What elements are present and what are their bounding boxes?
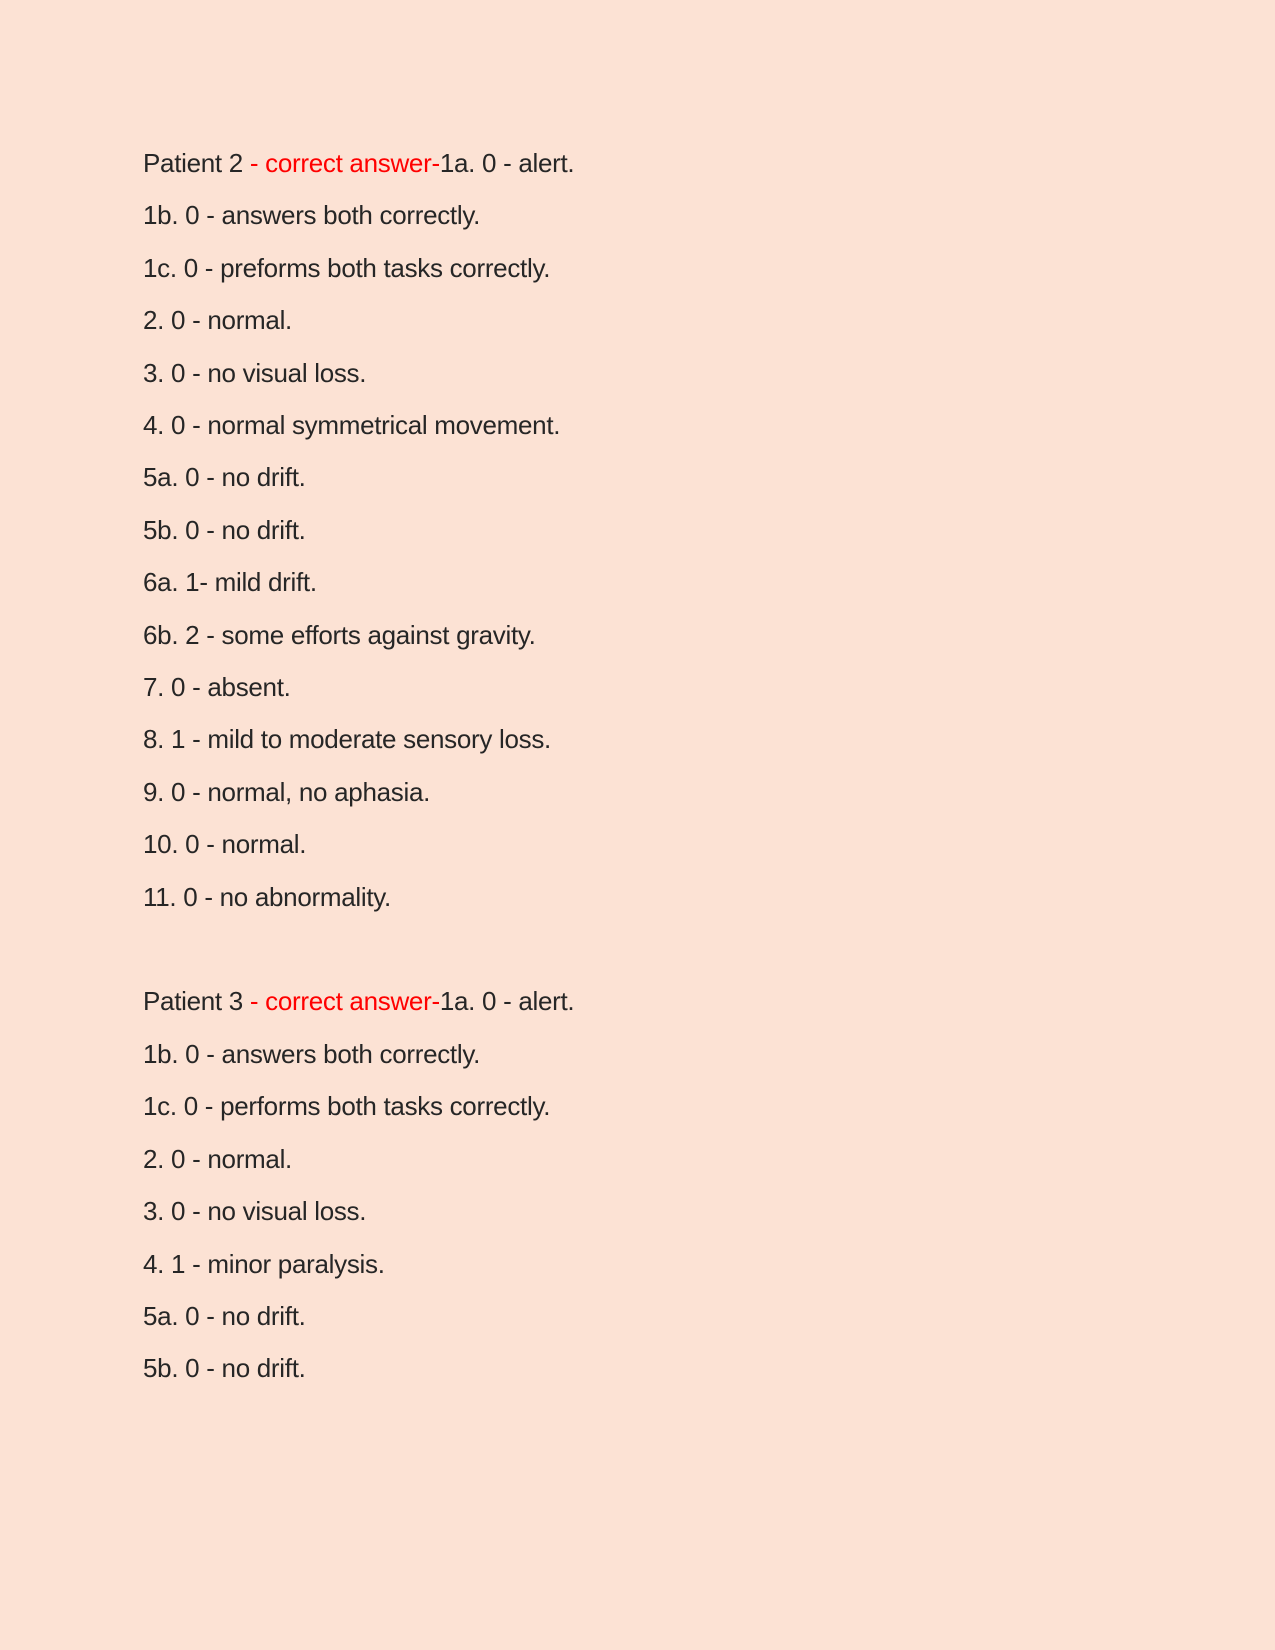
patient-2-item-6b: 6b. 2 - some efforts against gravity. [143, 619, 536, 650]
patient-3-item-5b: 5b. 0 - no drift. [143, 1353, 306, 1384]
patient-2-item-1b: 1b. 0 - answers both correctly. [143, 200, 481, 231]
patient-2-label: Patient 2 [143, 148, 250, 178]
patient-2-correct-answer-annotation: - correct answer- [249, 148, 440, 178]
patient-2-item-3: 3. 0 - no visual loss. [143, 357, 367, 388]
patient-3-item-5a: 5a. 0 - no drift. [143, 1300, 306, 1331]
patient-3-heading [143, 975, 1195, 1027]
patient-3-correct-answer-annotation: - correct answer- [249, 986, 440, 1017]
patient-2-item-10: 10. 0 - normal. [143, 829, 307, 860]
patient-3-item-2: 2. 0 - normal. [143, 1143, 292, 1174]
patient-2-item-7: 7. 0 - absent. [143, 672, 291, 703]
patient-2-heading [143, 137, 1195, 189]
patient-3-item-3: 3. 0 - no visual loss. [143, 1196, 367, 1227]
patient-3-item-1c: 1c. 0 - performs both tasks correctly. [143, 1091, 551, 1122]
patient-3-section [143, 975, 1195, 1394]
patient-2-item-4: 4. 0 - normal symmetrical movement. [143, 410, 561, 441]
patient-2-item-2: 2. 0 - normal. [143, 305, 292, 336]
patient-3-label: Patient 3 [143, 986, 250, 1017]
patient-2-item-6a: 6a. 1- mild drift. [143, 567, 317, 598]
patient-2-item-5a: 5a. 0 - no drift. [143, 462, 306, 493]
patient-2-item-5b: 5b. 0 - no drift. [143, 514, 306, 545]
patient-2-item-1c: 1c. 0 - preforms both tasks correctly. [143, 252, 551, 283]
patient-3-item-4: 4. 1 - minor paralysis. [143, 1248, 385, 1279]
patient-3-item-1a: 1a. 0 - alert. [439, 986, 575, 1017]
patient-2-item-1a: 1a. 0 - alert. [439, 148, 575, 178]
patient-2-section [143, 137, 1195, 923]
patient-2-item-9: 9. 0 - normal, no aphasia. [143, 776, 431, 807]
patient-2-item-8: 8. 1 - mild to moderate sensory loss. [143, 724, 551, 755]
patient-2-item-11: 11. 0 - no abnormality. [143, 881, 391, 912]
patient-3-item-1b: 1b. 0 - answers both correctly. [143, 1038, 481, 1069]
